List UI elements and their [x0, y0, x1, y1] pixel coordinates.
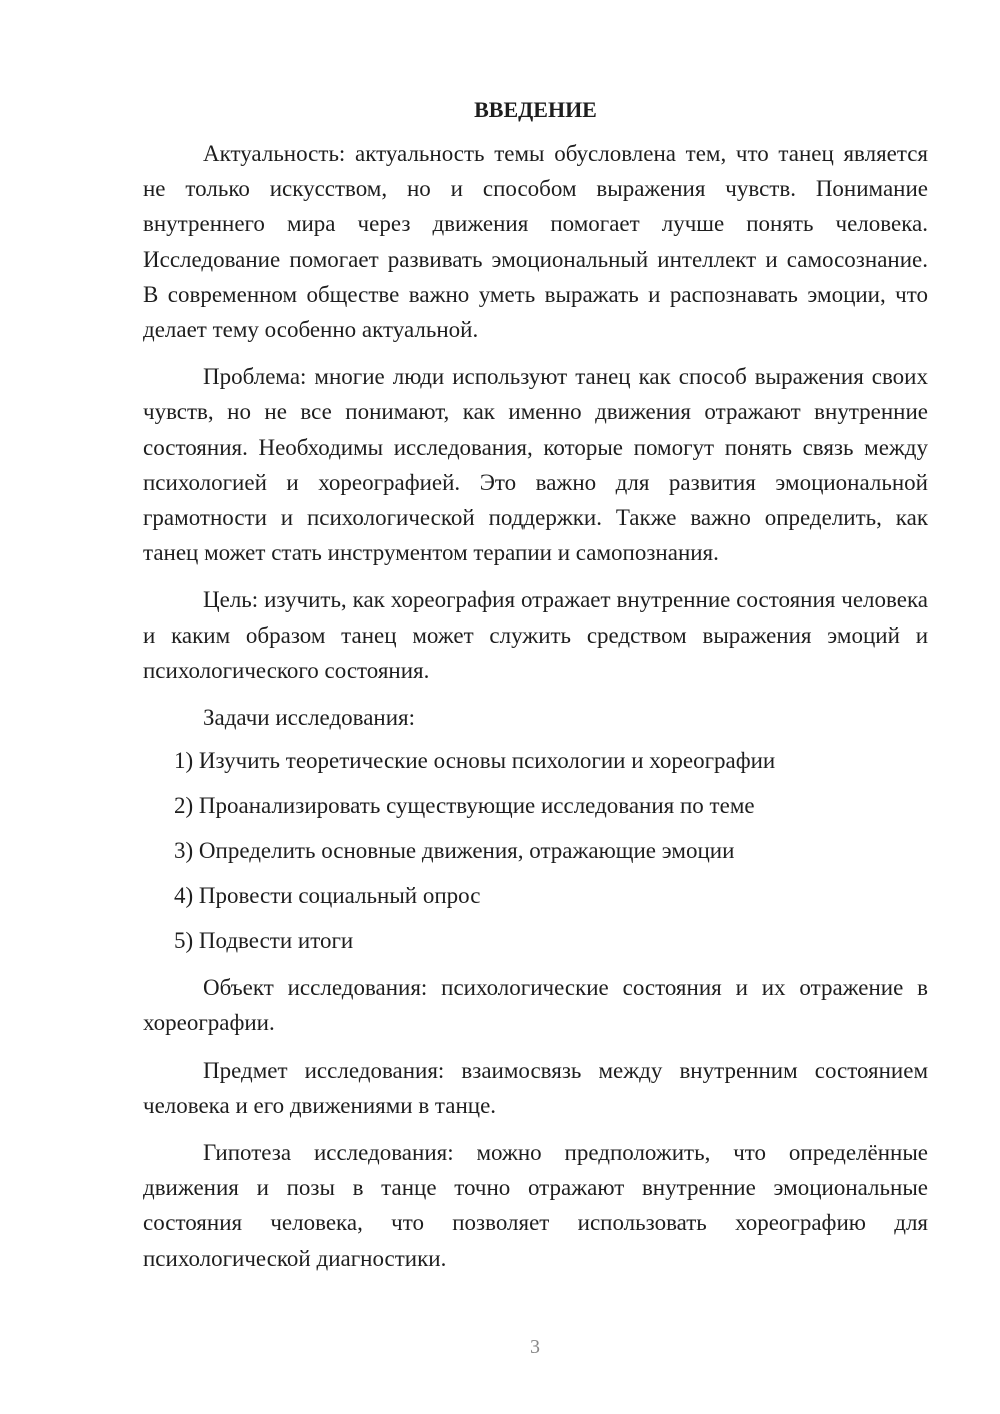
list-item: 4) Провести социальный опрос [174, 883, 481, 909]
list-item: 2) Проанализировать существующие исследования по теме [174, 793, 755, 819]
object-paragraph: Объект исследования: психологические состояния и их отражение в хореографии. [143, 975, 928, 1036]
list-item: 3) Определить основные движения, отражающие эмоции [174, 838, 735, 864]
page-number: 3 [530, 1336, 540, 1358]
section-heading: ВВЕДЕНИЕ [474, 97, 597, 122]
tasks-title: Задачи исследования: [203, 705, 416, 731]
goal-paragraph: Цель: изучить, как хореография отражает внутренние состояния человека и каким образом танец может служить средством выражения эмоций и психологического состояния. [143, 587, 928, 683]
problem-paragraph: Проблема: многие люди используют танец как способ выражения своих чувств, но не все понимают, как именно движения отражают внутренние состояния. Необходимы исследования, которые помогут понять связь между психологией и хореографией. Это важно для развития эмоциональной грамотности и психологической поддержки. Также важно определить, как танец может стать инструментом терапии и самопознания. [143, 364, 928, 566]
relevance-paragraph: Актуальность: актуальность темы обусловлена тем, что танец является не только искусством, но и способом выражения чувств. Понимание внутреннего мира через движения помогает лучше понять человека. Исследование помогает развивать эмоциональный интеллект и самосознание. В современном обществе важно уметь выражать и распознавать эмоции, что делает тему особенно актуальной. [143, 141, 928, 343]
page-content [143, 94, 928, 1288]
hypothesis-paragraph: Гипотеза исследования: можно предположить, что определённые движения и позы в танце точно отражают внутренние эмоциональные состояния человека, что позволяет использовать хореографию для психологической диагностики. [143, 1140, 928, 1271]
list-item: 5) Подвести итоги [174, 928, 354, 954]
subject-paragraph: Предмет исследования: взаимосвязь между внутренним состоянием человека и его движениями в танце. [143, 1057, 928, 1118]
list-item: 1) Изучить теоретические основы психологии и хореографии [174, 748, 776, 774]
tasks-list [143, 743, 928, 958]
